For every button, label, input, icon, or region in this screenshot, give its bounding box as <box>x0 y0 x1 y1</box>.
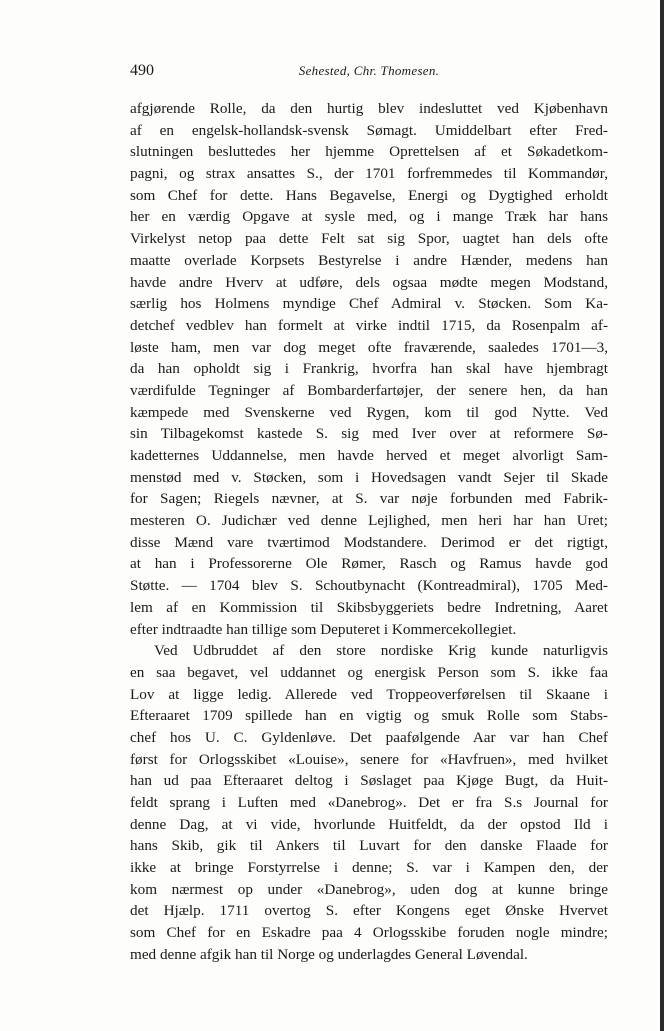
text-line: som Chef for dette. Hans Begavelse, Energi og Dygtighed erholdt <box>130 186 608 204</box>
text-line: her en værdig Opgave at sysle med, og i mange Træk har hans <box>130 208 608 226</box>
running-head: Sehested, Chr. Thomesen. <box>298 63 440 78</box>
paragraph <box>130 640 608 965</box>
page-number: 490 <box>130 62 154 79</box>
text-line: slutningen besluttedes her hjemme Oprettelsen af et Søkadetkom- <box>130 143 608 161</box>
text-line: som Chef for en Eskadre paa 4 Orlogsskibe foruden nogle mindre; <box>130 924 608 942</box>
text-line: maatte overlade Korpsets Bestyrelse i andre Hænder, medens han <box>130 251 608 269</box>
text-line: chef hos U. C. Gyldenløve. Det paafølgende Aar var han Chef <box>130 728 608 746</box>
page-edge-shadow <box>660 0 664 1031</box>
text-line: efter indtraadte han tillige som Deputeret i Kommercekollegiet. <box>130 620 517 638</box>
text-line: Efteraaret 1709 spillede han en vigtig og smuk Rolle som Stabs- <box>130 707 608 725</box>
text-line: lem af en Kommission til Skibsbyggeriets bedre Indretning, Aaret <box>130 598 608 616</box>
text-line: mesteren O. Judichær ved denne Lejlighed, men heri har han Uret; <box>130 512 608 530</box>
text-line: med denne afgik han til Norge og underlagdes General Løvendal. <box>130 945 528 963</box>
text-line: afgjørende Rolle, da den hurtig blev indesluttet ved Kjøbenhavn <box>130 100 608 117</box>
text-line: disse Mænd vare tværtimod Modstandere. Derimod er det rigtigt, <box>130 533 608 551</box>
text-line: pagni, og strax ansattes S., der 1701 forfremmedes til Kommandør, <box>130 165 608 183</box>
text-line: Støtte. — 1704 blev S. Schoutbynacht (Kontreadmiral), 1705 Med- <box>130 577 608 595</box>
text-line: Ved Udbruddet af den store nordiske Krig kunde naturligvis <box>154 642 608 660</box>
text-line: særlig hos Holmens myndige Chef Admiral v. Støcken. Som Ka- <box>130 295 608 313</box>
text-line: feldt sprang i Luften med «Danebrog». Det er fra S.s Journal for <box>130 794 608 811</box>
text-line: kæmpede med Svenskerne ved Rygen, kom til god Nytte. Ved <box>130 403 608 421</box>
page-header <box>130 62 608 84</box>
text-line: kom nærmest op under «Danebrog», uden dog at kunne bringe <box>130 880 608 898</box>
text-line: løste ham, men var dog meget ofte fraværende, saaledes 1701—3, <box>130 338 608 356</box>
text-line: en saa begavet, vel uddannet og energisk Person som S. ikke faa <box>130 663 608 681</box>
text-line: menstød med v. Støcken, som i Hovedsagen vandt Sejer til Skade <box>130 468 608 486</box>
text-line: Lov at ligge ledig. Allerede ved Troppeoverførelsen til Skaane i <box>130 685 608 703</box>
text-line: for Sagen; Riegels nævner, at S. var nøje forbunden med Fabrik- <box>130 490 608 508</box>
paragraph <box>130 98 608 640</box>
text-line: sin Tilbagekomst kastede S. sig med Iver over at reformere Sø- <box>130 425 608 443</box>
text-line: ikke at bringe Forstyrrelse i denne; S. var i Kampen den, der <box>130 859 608 877</box>
text-line: at han i Professorerne Ole Rømer, Rasch og Ramus havde god <box>130 555 608 573</box>
text-line: han ud paa Efteraaret deltog i Søslaget paa Kjøge Bugt, da Huit- <box>130 772 608 790</box>
text-line: hans Skib, gik til Ankers til Luvart for den danske Flaade for <box>130 837 608 855</box>
text-line: denne Dag, at vi vide, hvorlunde Huitfeldt, da der opstod Ild i <box>130 815 608 833</box>
text-line: havde andre Hverv at udføre, dels ogsaa mødte megen Modstand, <box>130 273 608 291</box>
text-line: Virkelyst netop paa dette Felt sat sig Spor, uagtet han dels ofte <box>130 230 608 248</box>
body-text <box>130 98 608 966</box>
text-line: detchef vedblev han formelt at virke indtil 1715, da Rosenpalm af- <box>130 316 608 334</box>
text-line: værdifulde Tegninger af Bombarderfartøjer, der senere hen, da han <box>130 381 608 399</box>
text-line: først for Orlogsskibet «Louise», senere for «Havfruen», med hvilket <box>130 750 608 768</box>
text-line: det Hjælp. 1711 overtog S. efter Kongens eget Ønske Hvervet <box>130 902 608 920</box>
text-line: af en engelsk-hollandsk-svensk Sømagt. Umiddelbart efter Fred- <box>130 121 608 139</box>
text-line: da han opholdt sig i Frankrig, hvorfra han skal have hjembragt <box>130 360 608 378</box>
text-line: kadetternes Uddannelse, men havde herved et meget alvorligt Sam- <box>130 447 608 464</box>
